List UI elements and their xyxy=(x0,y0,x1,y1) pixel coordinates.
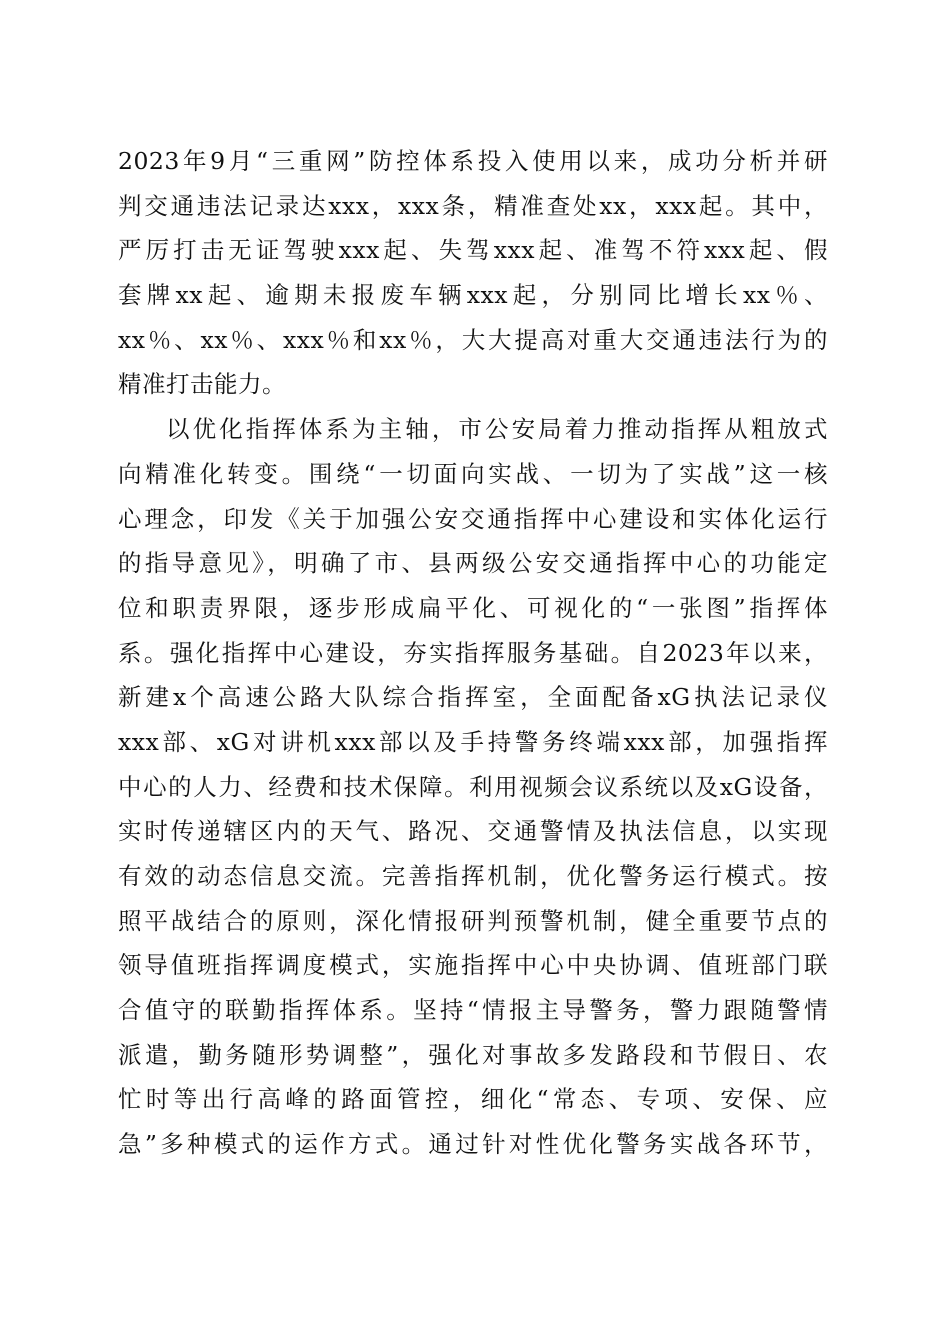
text-line: 的指导意见》，明确了市、县两级公安交通指挥中心的功能定 xyxy=(118,549,828,578)
text-line: xx％、xx％、xxx％和xx％，大大提高对重大交通违法行为的 xyxy=(118,325,828,354)
text-line: 精准打击能力。 xyxy=(118,370,286,399)
text-line: xxx部、xG对讲机xxx部以及手持警务终端xxx部，加强指挥 xyxy=(118,727,828,756)
text-line: 心理念，印发《关于加强公安交通指挥中心建设和实体化运行 xyxy=(118,504,828,533)
paragraph-2 xyxy=(118,407,828,1167)
text-line: 派遣，勤务随形势调整”，强化对事故多发路段和节假日、农 xyxy=(118,1040,828,1069)
text-line: 实时传递辖区内的天气、路况、交通警情及执法信息，以实现 xyxy=(118,817,828,846)
text-line: 2023年9月“三重网”防控体系投入使用以来，成功分析并研 xyxy=(118,147,828,175)
text-line: 中心的人力、经费和技术保障。利用视频会议系统以及xG设备， xyxy=(118,772,828,801)
text-line: 位和职责界限，逐步形成扁平化、可视化的“一张图”指挥体 xyxy=(118,593,828,622)
document-body xyxy=(118,139,828,1167)
text-line: 套牌xx起、逾期未报废车辆xxx起，分别同比增长xx％、 xyxy=(118,281,828,310)
text-line: 新建x个高速公路大队综合指挥室，全面配备xG执法记录仪 xyxy=(118,683,828,712)
text-line: 向精准化转变。围绕“一切面向实战、一切为了实战”这一核 xyxy=(118,459,828,488)
text-line: 忙时等出行高峰的路面管控，细化“常态、专项、安保、应 xyxy=(118,1085,828,1114)
text-line: 照平战结合的原则，深化情报研判预警机制，健全重要节点的 xyxy=(118,906,828,935)
text-line: 严厉打击无证驾驶xxx起、失驾xxx起、准驾不符xxx起、假 xyxy=(118,236,828,265)
text-line: 急”多种模式的运作方式。通过针对性优化警务实战各环节， xyxy=(118,1130,828,1159)
text-line: 领导值班指挥调度模式，实施指挥中心中央协调、值班部门联 xyxy=(118,951,828,980)
text-line: 合值守的联勤指挥体系。坚持“情报主导警务，警力跟随警情 xyxy=(118,996,828,1025)
text-line: 有效的动态信息交流。完善指挥机制，优化警务运行模式。按 xyxy=(118,862,828,890)
text-line: 以优化指挥体系为主轴，市公安局着力推动指挥从粗放式 xyxy=(166,415,828,444)
text-line: 系。强化指挥中心建设，夯实指挥服务基础。自2023年以来， xyxy=(118,638,828,667)
text-line: 判交通违法记录达xxx，xxx条，精准查处xx，xxx起。其中， xyxy=(118,191,828,220)
paragraph-1 xyxy=(118,139,828,407)
